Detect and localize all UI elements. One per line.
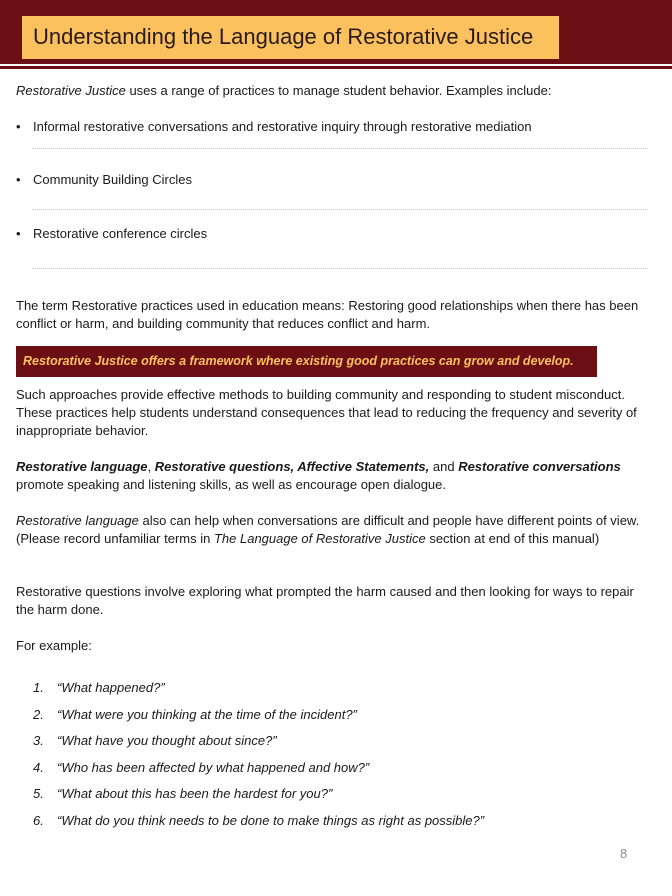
question-number: 4.: [33, 759, 44, 775]
bullet-dot: •: [16, 119, 21, 134]
list-item: [16, 225, 207, 243]
language-paragraph: [16, 458, 646, 494]
bullet-text: Informal restorative conversations and restorative inquiry through restorative mediation: [33, 119, 532, 134]
question-number: 6.: [33, 812, 44, 828]
question-number: 3.: [33, 733, 44, 749]
list-item: [16, 118, 532, 136]
intro-paragraph: [16, 82, 646, 100]
question-text: “What happened?”: [57, 680, 165, 695]
question-item: [33, 812, 484, 839]
divider: [32, 268, 648, 269]
intro-term: Restorative Justice: [16, 83, 126, 98]
difficult-part2: section at end of this manual): [425, 531, 600, 546]
question-text: “What have you thought about since?”: [57, 733, 277, 749]
question-text: “What about this has been the hardest for you?”: [57, 786, 333, 802]
question-text: “What were you thinking at the time of the incident?”: [57, 706, 357, 722]
page-title: Understanding the Language of Restorative Justice: [22, 16, 559, 59]
approaches-paragraph: Such approaches provide effective methods to building community and responding to student misconduct. These practices help students understand consequences that lead to reducing the frequency and severity of inappropriate behavior.: [16, 387, 637, 438]
difficult-paragraph: [16, 512, 646, 548]
question-item: [33, 759, 484, 786]
header-rule: [0, 66, 672, 69]
bullet-dot: •: [16, 226, 21, 241]
language-rest: promote speaking and listening skills, as well as encourage open dialogue.: [16, 477, 446, 492]
question-item: [33, 679, 484, 706]
question-text: “What do you think needs to be done to make things as right as possible?”: [57, 812, 485, 828]
divider: [32, 209, 648, 210]
divider: [32, 148, 648, 149]
question-number: 1.: [33, 680, 44, 695]
page-number: 8: [620, 846, 628, 861]
difficult-part1: also can help when conversations are difficult and people have different points of view. (Please record unfamiliar terms in: [16, 513, 640, 546]
section-reference: The Language of Restorative Justice: [213, 531, 426, 546]
question-item: [33, 706, 484, 733]
list-item: [16, 171, 192, 189]
question-item: [33, 732, 484, 759]
definition-paragraph: The term Restorative practices used in education means: Restoring good relationships when there has been conflict or harm, and building community that reduces conflict and harm.: [16, 298, 639, 331]
intro-rest: uses a range of practices to manage student behavior. Examples include:: [125, 83, 552, 98]
term-restorative-questions: Restorative questions, Affective Statements,: [154, 459, 430, 474]
callout-banner: Restorative Justice offers a framework where existing good practices can grow and develop.: [16, 346, 597, 377]
bullet-dot: •: [16, 172, 21, 187]
question-number: 2.: [33, 706, 44, 722]
example-label: For example:: [16, 638, 92, 653]
term-restorative-language: Restorative language: [16, 513, 139, 528]
question-text: “Who has been affected by what happened and how?”: [57, 759, 370, 775]
separator-text: and: [429, 459, 459, 474]
questions-intro-paragraph: Restorative questions involve exploring what prompted the harm caused and then looking for ways to repair the harm done.: [16, 584, 634, 617]
question-number: 5.: [33, 786, 44, 802]
term-restorative-language: Restorative language: [16, 459, 148, 474]
term-restorative-conversations: Restorative conversations: [458, 459, 621, 474]
bullet-text: Restorative conference circles: [33, 226, 208, 241]
question-item: [33, 785, 484, 812]
questions-list: [33, 679, 484, 839]
separator-text: ,: [147, 459, 155, 474]
bullet-text: Community Building Circles: [33, 172, 192, 187]
